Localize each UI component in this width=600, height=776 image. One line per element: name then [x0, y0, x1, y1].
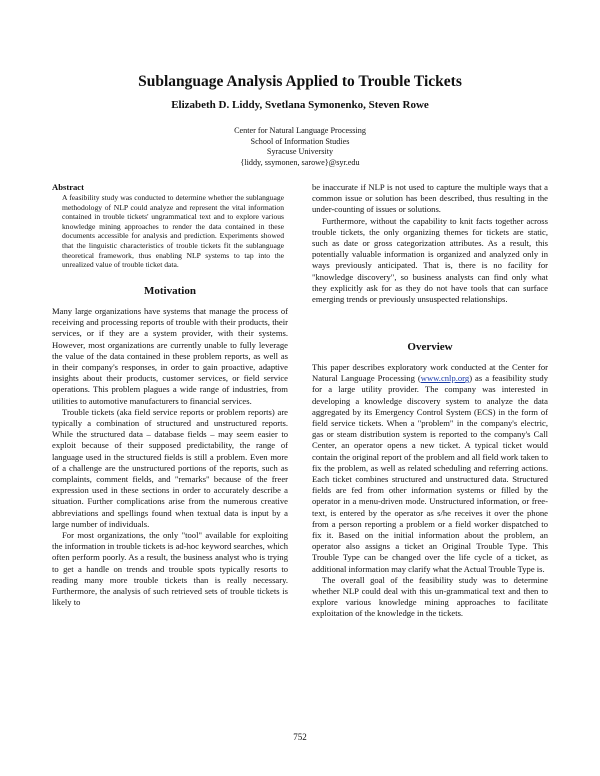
- affiliation-line: Center for Natural Language Processing: [234, 126, 366, 135]
- paper-authors: Elizabeth D. Liddy, Svetlana Symonenko, Steven Rowe: [171, 99, 429, 111]
- cnlp-link[interactable]: www.cnlp.org: [420, 373, 470, 384]
- page-number: 752: [293, 732, 307, 742]
- paragraph: For most organizations, the only "tool" available for exploiting the information in trouble tickets is ad-hoc keyword searches, which often perform poorly. As a result, the business analyst who is trying to get a handle on trends and trouble spots typically resorts to reading many more trouble tickets than is really necessary. Furthermore, the analysis of such retrieved sets of trouble tickets is likely to: [52, 530, 288, 608]
- abstract-heading: Abstract: [52, 182, 84, 192]
- paragraph: Trouble tickets (aka field service reports or problem reports) are typically a combination of structured and unstructured reports. While the structured data – database fields – may seem easier to exploit because of their supposed predictability, the range of language used in the structured fields is still a problem. Even more of a challenge are the unstructured portions of the reports, such as complaints, comment fields, and "remarks" because of the freer expression used in these sections in order to accurately describe a situation. Further complications arise from the numerous creative abbreviations and spellings found when textual data is input by a large number of individuals.: [52, 406, 288, 529]
- motivation-body: [52, 306, 288, 608]
- overview-heading: Overview: [407, 341, 453, 353]
- affiliation-line: School of Information Studies: [250, 136, 350, 146]
- right-column-top: [312, 182, 548, 305]
- paragraph: be inaccurate if NLP is not used to capture the multiple ways that a common issue or solution has been described, thus resulting in the under-counting of issues or solutions.: [312, 182, 548, 215]
- affiliation-block: [0, 126, 600, 168]
- abstract-text: A feasibility study was conducted to determine whether the sublanguage methodology of NLP could analyze and represent the vital information contained in trouble tickets' ungrammatical text and to explore various knowledge mining approaches to render the data contained in these documents accessible for analysis and prediction. Experiments showed that the linguistic characteristics of trouble tickets fit the sublanguage theoretical framework, thus enabling NLP systems to tap into the unrealized value of trouble ticket data.: [62, 193, 284, 270]
- overview-text-rest: ) as a feasibility study for a large utility provider. The company was interested in developing a knowledge discovery system to analyze the data aggregated by its Emergency Control System (ECS) in the form of field service tickets. When a "problem" in the company's electric, gas or steam distribution system is reported to the company's Call Center, an operator opens a new ticket. A typical ticket would contain the original report of the problem and all field work taken to fix the problem, as well as related scheduling and referring actions. Each ticket combines structured and unstructured data. Structured fields are fed from other information systems or filled by the operator in a menu-driven mode. Unstructured information, or free-text, is entered by the operator as s/he receives it over the phone from a person reporting a problem or a field worker dispatched to fix it. Based on the initial information about the problem, an operator also assigns a ticket an Original Trouble Type. This Trouble Type can be changed over the life cycle of a ticket, as additional information may clarify what the Actual Trouble Type is.: [312, 373, 548, 574]
- paper-title: Sublanguage Analysis Applied to Trouble Tickets: [138, 73, 462, 90]
- overview-body: [312, 362, 548, 620]
- paragraph: [312, 362, 548, 575]
- overview-text-start: This paper describes exploratory work conducted at the Center for Natural Language Processing (: [312, 362, 548, 384]
- paragraph: Furthermore, without the capability to knit facts together across trouble tickets, the only organizing themes for tickets are static, such as date or gross categorization attributes. As a result, this potentially valuable information is organized and analyzed only in ways previously anticipated. That is, there is no facility for "knowledge discovery", so business analysts can find only what they explicitly ask for as they do not have tools that can surface emerging trends or previously unsuspected relationships.: [312, 215, 548, 305]
- paragraph: Many large organizations have systems that manage the process of receiving and processing reports of trouble with their products, their services, or if they are a system provider, with their systems. However, most organizations are currently unable to fully leverage the value of the data contained in these problem reports, as well as in their company's responses, in order to gain proactive, adaptive insights about their products, customer services, or field service operations. This problem plagues a wide range of industries, from utilities to automotive manufacturers to financial services.: [52, 306, 288, 406]
- paragraph: The overall goal of the feasibility study was to determine whether NLP could deal with this un-grammatical text and then to explore various knowledge mining approaches to facilitate exploitation of the knowledge in the tickets.: [312, 574, 548, 619]
- affiliation-email: {liddy, ssymonen, sarowe}@syr.edu: [240, 157, 360, 167]
- motivation-heading: Motivation: [144, 285, 196, 297]
- affiliation-line: Syracuse University: [266, 147, 334, 157]
